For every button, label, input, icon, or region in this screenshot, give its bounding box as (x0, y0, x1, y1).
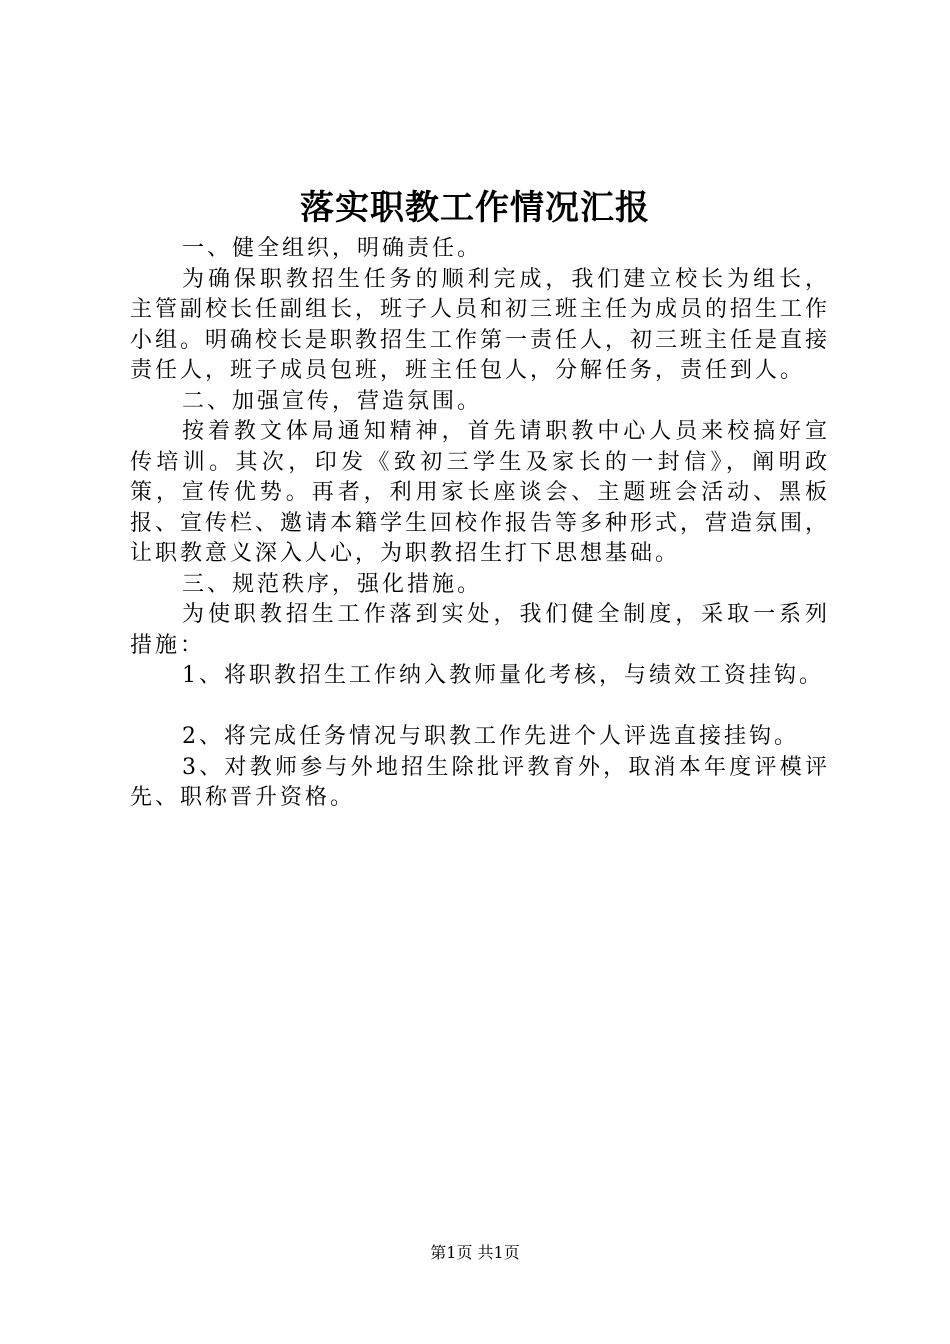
paragraph-organization: 为确保职教招生任务的顺利完成，我们建立校长为组长，主管副校长任副组长，班子人员和初三班主任为成员的招生工作小组。明确校长是职教招生工作第一责任人，初三班主任是直接责任人，班子成员包班，班主任包人，分解任务，责任到人。 (130, 266, 831, 383)
paragraph-publicity: 按着教文体局通知精神，首先请职教中心人员来校搞好宣传培训。其次，印发《致初三学生及家长的一封信》，阐明政策，宣传优势。再者，利用家长座谈会、主题班会活动、黑板报、宣传栏、邀请本籍学生回校作报告等多种形式，营造氛围，让职教意义深入人心，为职教招生打下思想基础。 (130, 419, 831, 566)
measure-item-1: 1、将职教招生工作纳入教师量化考核，与绩效工资挂钩。 (182, 663, 824, 688)
document-title: 落实职教工作情况汇报 (300, 188, 650, 228)
measure-item-2: 2、将完成任务情况与职教工作先进个人评选直接挂钩。 (182, 724, 799, 749)
blank-line (130, 692, 830, 723)
section-heading-1: 一、健全组织，明确责任。 (182, 236, 483, 261)
paragraph-measures: 为使职教招生工作落到实处，我们健全制度，采取一系列措施： (130, 602, 830, 658)
measure-item-3: 3、对教师参与外地招生除批评教育外，取消本年度评模评先、职称晋升资格。 (130, 754, 830, 810)
section-heading-3: 三、规范秩序，强化措施。 (182, 571, 483, 597)
page-footer: 第1页 共1页 (430, 1243, 520, 1262)
section-heading-2: 二、加强宣传，营造氛围。 (182, 388, 483, 414)
document-body (130, 234, 830, 814)
